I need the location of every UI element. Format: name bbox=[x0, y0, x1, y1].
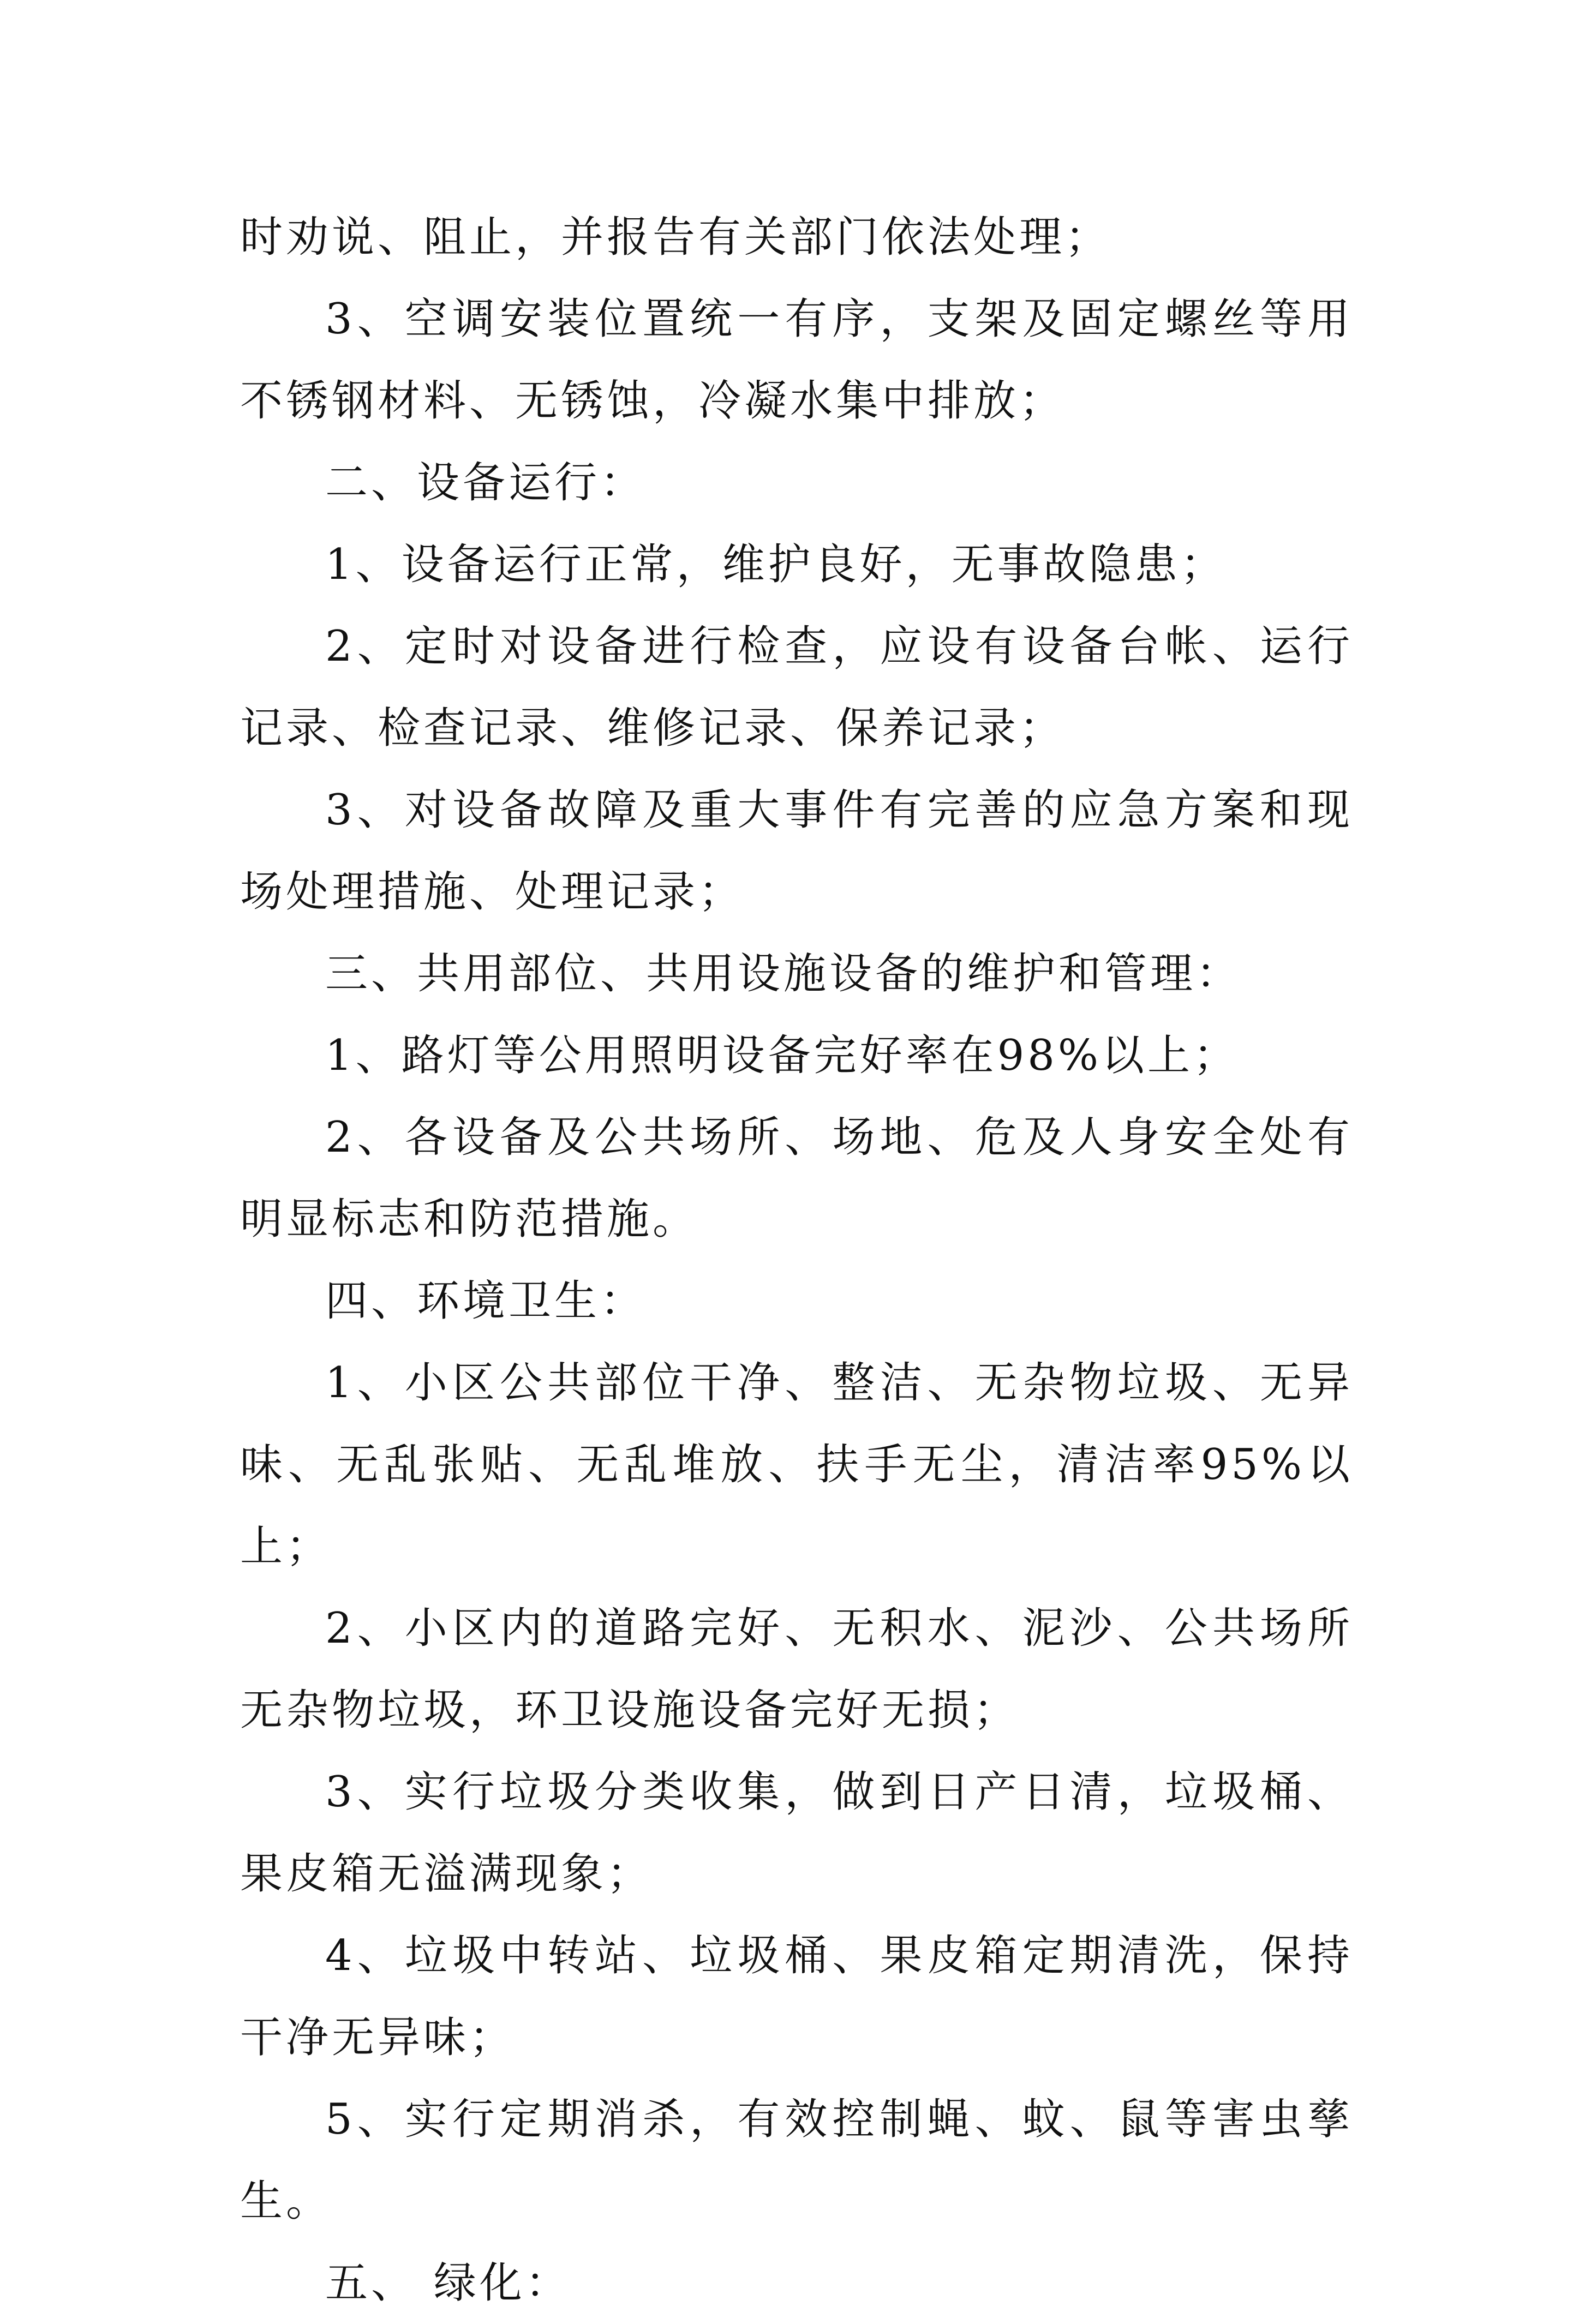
paragraph-garbage-sorting: 3、实行垃圾分类收集，做到日产日清，垃圾桶、果皮箱无溢满现象； bbox=[240, 1768, 1353, 1898]
section-heading-equipment-operation: 二、设备运行： bbox=[325, 458, 647, 507]
section-heading-greening: 五、 绿化： bbox=[325, 2259, 571, 2308]
paragraph-pest-control: 5、实行定期消杀，有效控制蝇、蚊、鼠等害虫孳生。 bbox=[240, 2095, 1353, 2226]
paragraph-roads-clean: 2、小区内的道路完好、无积水、泥沙、公共场所无杂物垃圾，环卫设施设备完好无损； bbox=[240, 1604, 1353, 1735]
paragraph-street-lights: 1、路灯等公用照明设备完好率在98%以上； bbox=[325, 1031, 1239, 1080]
paragraph-equipment-normal: 1、设备运行正常，维护良好，无事故隐患； bbox=[325, 540, 1227, 589]
section-heading-shared-facilities: 三、共用部位、共用设施设备的维护和管理： bbox=[325, 949, 1242, 998]
section-heading-environment: 四、环境卫生： bbox=[325, 1277, 647, 1326]
paragraph-equipment-emergency: 3、对设备故障及重大事件有完善的应急方案和现场处理措施、处理记录； bbox=[240, 786, 1353, 917]
document-body bbox=[240, 196, 1353, 2324]
paragraph-equipment-inspection: 2、定时对设备进行检查，应设有设备台帐、运行记录、检查记录、维修记录、保养记录； bbox=[240, 622, 1353, 753]
paragraph-ac-installation: 3、空调安装位置统一有序，支架及固定螺丝等用不锈钢材料、无锈蚀，冷凝水集中排放； bbox=[240, 295, 1353, 426]
paragraph-public-area-clean: 1、小区公共部位干净、整洁、无杂物垃圾、无异味、无乱张贴、无乱堆放、扶手无尘，清洁率95%以上； bbox=[240, 1358, 1353, 1571]
paragraph-garbage-cleaning: 4、垃圾中转站、垃圾桶、果皮箱定期清洗，保持干净无异味； bbox=[240, 1931, 1353, 2062]
paragraph-continuation: 时劝说、阻止，并报告有关部门依法处理； bbox=[240, 213, 1111, 262]
paragraph-safety-signs: 2、各设备及公共场所、场地、危及人身安全处有明显标志和防范措施。 bbox=[240, 1113, 1353, 1244]
